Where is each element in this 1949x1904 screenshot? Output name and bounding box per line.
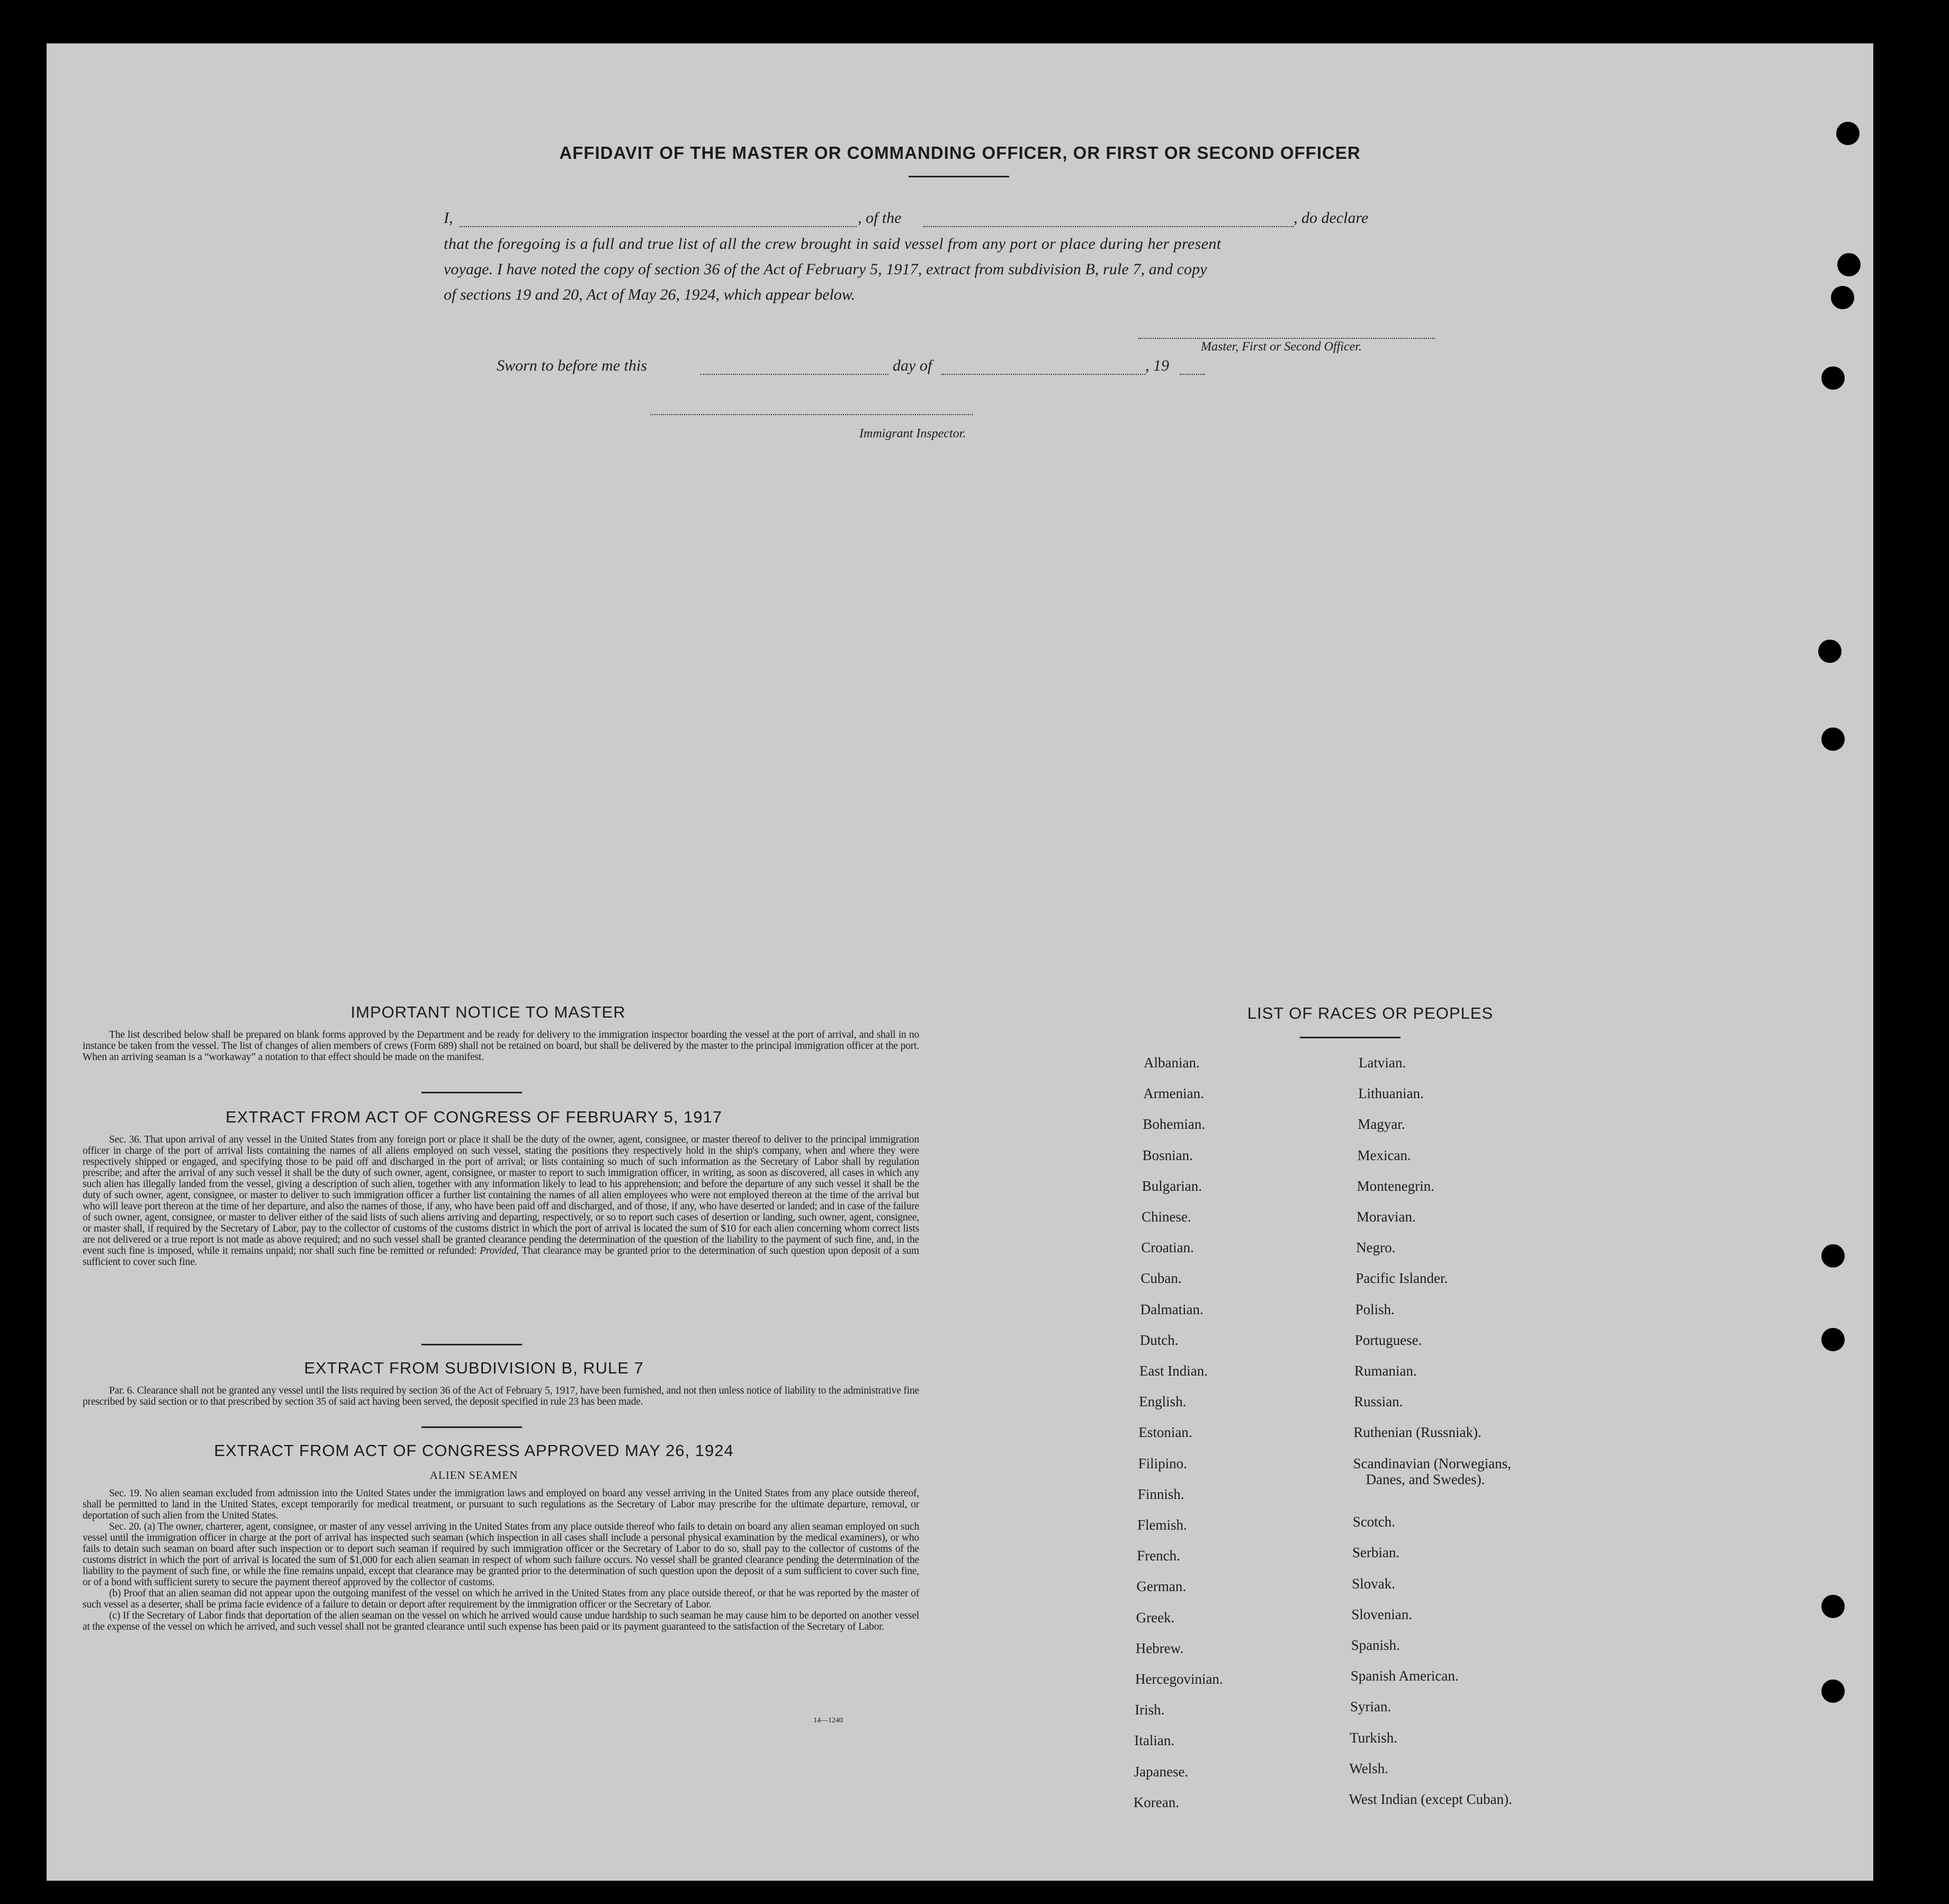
binder-hole xyxy=(1836,122,1860,145)
race-item: Scotch. xyxy=(1352,1514,1396,1530)
race-item: Bohemian. xyxy=(1143,1116,1206,1133)
race-item: Korean. xyxy=(1133,1794,1180,1810)
binder-hole xyxy=(1821,366,1845,390)
rule7-text: Par. 6. Clearance shall not be granted any vessel until the lists required by section 36 of the Act of February 5, 1917, have been furnished, and not then unless notice of liability to the administrative fine prescribed by said section or to that prescribed by section 35 of said act having been served, the deposit specified in rule 23 has been made. xyxy=(83,1385,919,1407)
sec20c-text: (c) If the Secretary of Labor finds that deportation of the alien seaman on the vessel on which he arrived would cause undue hardship to such seaman he may cause him to be deported on another vessel at the expense of the vessel on which he arrived, and such vessel shall not be granted clearance until such expense has been paid or its payment guaranteed to the satisfaction of the Secretary of Labor. xyxy=(83,1610,919,1632)
race-item: Syrian. xyxy=(1350,1699,1391,1715)
race-item: Latvian. xyxy=(1359,1055,1406,1071)
rule7-title: EXTRACT FROM SUBDIVISION B, RULE 7 xyxy=(304,1359,644,1377)
race-item: Dutch. xyxy=(1139,1332,1179,1348)
race-item: Croatian. xyxy=(1141,1240,1194,1256)
sec20a-text: Sec. 20. (a) The owner, charterer, agent, consignee, or master of any vessel arriving in the United States from any place outside thereof who fails to detain on board any alien seaman employed on such vessel until the immigration officer in charge at the port of arrival has inspected such seaman (which inspection in all cases shall include a personal physical examination by the medical examiners), or who fails to detain such seaman on board after such inspection or to deport such seaman if required by such immigration officer or the Secretary of Labor to do so, shall pay to the collector of customs of the customs district in which the port of arrival is located the sum of $1,000 for each alien seaman in respect of whom such failure occurs. No vessel shall be granted clearance pending the determination of the liability to the payment of such fine, or while the fine remains unpaid, except that clearance may be granted prior to the determination of such question upon the deposit of a sum sufficient to cover such fine, or of a bond with sufficient surety to secure the payment thereof approved by the collector of customs. xyxy=(83,1521,919,1588)
sec36-provided: Provided, xyxy=(480,1245,519,1256)
race-item: Hebrew. xyxy=(1135,1640,1184,1656)
notice-rule xyxy=(421,1092,522,1093)
affidavit-title: AFFIDAVIT OF THE MASTER OR COMMANDING OFFICER, OR FIRST OR SECOND OFFICER xyxy=(559,143,1361,163)
sworn-line xyxy=(497,357,1291,378)
master-signature-label: Master, First or Second Officer. xyxy=(1201,340,1362,354)
alien-seamen-subtitle: ALIEN SEAMEN xyxy=(429,1469,518,1481)
binder-hole xyxy=(1831,286,1854,309)
race-item: Cuban. xyxy=(1140,1270,1182,1287)
race-item: Slovak. xyxy=(1352,1575,1395,1592)
notice-title: IMPORTANT NOTICE TO MASTER xyxy=(351,1003,626,1021)
race-item: Japanese. xyxy=(1134,1763,1189,1780)
inspector-signature-line xyxy=(650,414,973,415)
sec36-end: That clearance may be granted prior to the determination of such question upon deposit of a sum sufficient to cover such fine. xyxy=(83,1245,919,1268)
race-item: Russian. xyxy=(1354,1394,1403,1410)
affidavit-line1 xyxy=(444,209,1519,230)
master-signature-line xyxy=(1138,338,1435,339)
binder-hole xyxy=(1818,640,1842,663)
race-item: Greek. xyxy=(1136,1609,1175,1625)
race-item: Dalmatian. xyxy=(1140,1301,1203,1317)
race-item-continuation: Danes, and Swedes). xyxy=(1366,1471,1485,1487)
race-item: Welsh. xyxy=(1349,1760,1388,1776)
extract-1924-title: EXTRACT FROM ACT OF CONGRESS APPROVED MAY 26, 1924 xyxy=(214,1441,734,1460)
race-item: Estonian. xyxy=(1138,1424,1192,1441)
race-item: Armenian. xyxy=(1143,1085,1204,1102)
race-item: Scandinavian (Norwegians, xyxy=(1353,1455,1512,1471)
race-item: French. xyxy=(1137,1548,1180,1564)
race-item: Bosnian. xyxy=(1142,1147,1193,1163)
rule7-rule xyxy=(421,1426,522,1428)
race-item: Bulgarian. xyxy=(1142,1178,1202,1194)
race-item: Moravian. xyxy=(1357,1209,1416,1225)
binder-hole xyxy=(1821,728,1845,751)
race-item: Lithuanian. xyxy=(1358,1085,1424,1102)
race-item: Chinese. xyxy=(1142,1209,1191,1225)
race-item: Spanish American. xyxy=(1350,1668,1459,1684)
affidavit-line2: that the foregoing is a full and true list of all the crew brought in said vessel from any port or place during her present xyxy=(444,235,1222,253)
race-item: Portuguese. xyxy=(1354,1332,1422,1348)
affidavit-line4: of sections 19 and 20, Act of May 26, 1924, which appear below. xyxy=(444,286,856,303)
year-blank xyxy=(1180,374,1205,375)
binder-hole xyxy=(1837,253,1861,276)
race-item: Flemish. xyxy=(1137,1517,1187,1533)
race-item: Magyar. xyxy=(1358,1116,1405,1133)
day-blank xyxy=(700,374,888,375)
race-item: English. xyxy=(1139,1394,1187,1410)
extract-1917-rule xyxy=(421,1344,522,1345)
affidavit-of-the: , of the xyxy=(858,209,902,227)
race-item: Polish. xyxy=(1355,1301,1395,1317)
vessel-blank xyxy=(923,226,1294,227)
race-item: Montenegrin. xyxy=(1357,1178,1435,1194)
binder-hole xyxy=(1821,1595,1845,1618)
race-item: Albanian. xyxy=(1144,1055,1200,1071)
races-title: LIST OF RACES OR PEOPLES xyxy=(1247,1004,1494,1022)
binder-hole xyxy=(1821,1244,1845,1268)
race-item: German. xyxy=(1136,1578,1187,1595)
affidavit-i: I, xyxy=(444,209,453,227)
binder-hole xyxy=(1821,1680,1845,1703)
race-item: Serbian. xyxy=(1352,1544,1400,1561)
race-item: Pacific Islander. xyxy=(1355,1270,1448,1287)
race-item: West Indian (except Cuban). xyxy=(1349,1791,1512,1807)
race-item: Finnish. xyxy=(1137,1486,1184,1502)
extract-1917-title: EXTRACT FROM ACT OF CONGRESS OF FEBRUARY 5, 1917 xyxy=(225,1108,723,1126)
name-blank xyxy=(460,226,857,227)
extract-1917-text xyxy=(83,1134,919,1268)
sworn-year: , 19 xyxy=(1145,357,1169,374)
binder-hole xyxy=(1821,1328,1845,1351)
sec36-body: Sec. 36. That upon arrival of any vessel in the United States from any foreign port or place it shall be the duty of the owner, agent, consignee, or master thereof to deliver to the principal immigration officer in charge of the port of arrival lists containing the names of all aliens employed on such vessel, stating the positions they respectively hold in the ship's company, when and where they were respectively shipped or engaged, and specifying those to be paid off and discharged in the port of arrival; or lists containing so much of such information as the Secretary of Labor shall by regulation prescribe; and after the arrival of any such vessel it shall be the duty of such owner, agent, consignee, or master to report to such immigration officer, in writing, as soon as discovered, all cases in which any such alien has illegally landed from the vessel, giving a description of such alien, together with any information likely to lead to his apprehension; and before the departure of any such vessel it shall be the duty of such owner, agent, consignee, or master to deliver to such immigration officer a further list containing the names of all alien employees who were not employed thereon at the time of the arrival but who will leave port thereon at the time of her departure, and also the names of those, if any, who have been paid off and discharged, and of those, if any, who have deserted or landed; and in case of the failure of such owner, agent, consignee, or master to deliver either of the said lists of such aliens arriving and departing, respectively, or so to report such cases of desertion or landing, such owner, agent, consignee, or master shall, if required by the Secretary of Labor, pay to the collector of customs of the customs district in which the port of arrival is located the sum of $10 for each alien concerning whom correct lists are not delivered or a true report is not made as above required; and no such vessel shall be granted clearance pending the determination of the question of the liability to the payment of such fine, and, in the event such fine is imposed, while it remains unpaid; nor shall such fine be remitted or refunded: xyxy=(83,1134,919,1256)
race-item: Mexican. xyxy=(1357,1147,1411,1163)
affidavit-declare: , do declare xyxy=(1294,209,1369,227)
race-item: Turkish. xyxy=(1350,1729,1397,1746)
race-item: Rumanian. xyxy=(1354,1363,1417,1379)
race-item: Italian. xyxy=(1134,1732,1175,1749)
month-blank xyxy=(941,374,1145,375)
affidavit-line3: voyage. I have noted the copy of section 36 of the Act of February 5, 1917, extract from subdivision B, rule 7, and copy xyxy=(444,261,1207,278)
race-item: Negro. xyxy=(1356,1240,1396,1256)
race-item: Filipino. xyxy=(1138,1455,1187,1471)
race-item: East Indian. xyxy=(1139,1363,1208,1379)
extract-1924-text xyxy=(83,1488,919,1632)
race-item: Irish. xyxy=(1135,1702,1165,1718)
sworn-prefix: Sworn to before me this xyxy=(497,357,647,374)
form-number: 14—1240 xyxy=(813,1717,843,1725)
race-item: Ruthenian (Russniak). xyxy=(1353,1424,1481,1441)
sec20b-text: (b) Proof that an alien seaman did not appear upon the outgoing manifest of the vessel on which he arrived in the United States from any place outside thereof, or that he was reported by the master of such vessel as a deserter, shall be prima facie evidence of a failure to detain or deport after requirement by the immigration officer or the Secretary of Labor. xyxy=(83,1588,919,1610)
sec19-text: Sec. 19. No alien seaman excluded from admission into the United States under the immigration laws and employed on board any vessel arriving in the United States from any place outside thereof, shall be permitted to land in the United States, except temporarily for medical treatment, or pursuant to such regulations as the Secretary of Labor may prescribe for the ultimate departure, removal, or deportation of such alien from the United States. xyxy=(83,1488,919,1521)
sworn-day-of: day of xyxy=(893,357,932,374)
race-item: Hercegovinian. xyxy=(1135,1671,1223,1687)
notice-text: The list described below shall be prepared on blank forms approved by the Department and be ready for delivery to the immigration inspector boarding the vessel at the port of arrival, and shall in no instance be taken from the vessel. The list of changes of alien members of crews (Form 689) shall not be retained on board, but shall be delivered by the master to the principal immigration officer at the port. When an arriving seaman is a “workaway” a notation to that effect should be made on the manifest. xyxy=(83,1029,919,1063)
race-item: Slovenian. xyxy=(1351,1606,1413,1622)
races-rule xyxy=(1300,1037,1400,1038)
inspector-label: Immigrant Inspector. xyxy=(859,427,966,441)
title-underline xyxy=(909,176,1009,177)
race-item: Spanish. xyxy=(1351,1637,1400,1653)
document-page xyxy=(47,43,1873,1881)
